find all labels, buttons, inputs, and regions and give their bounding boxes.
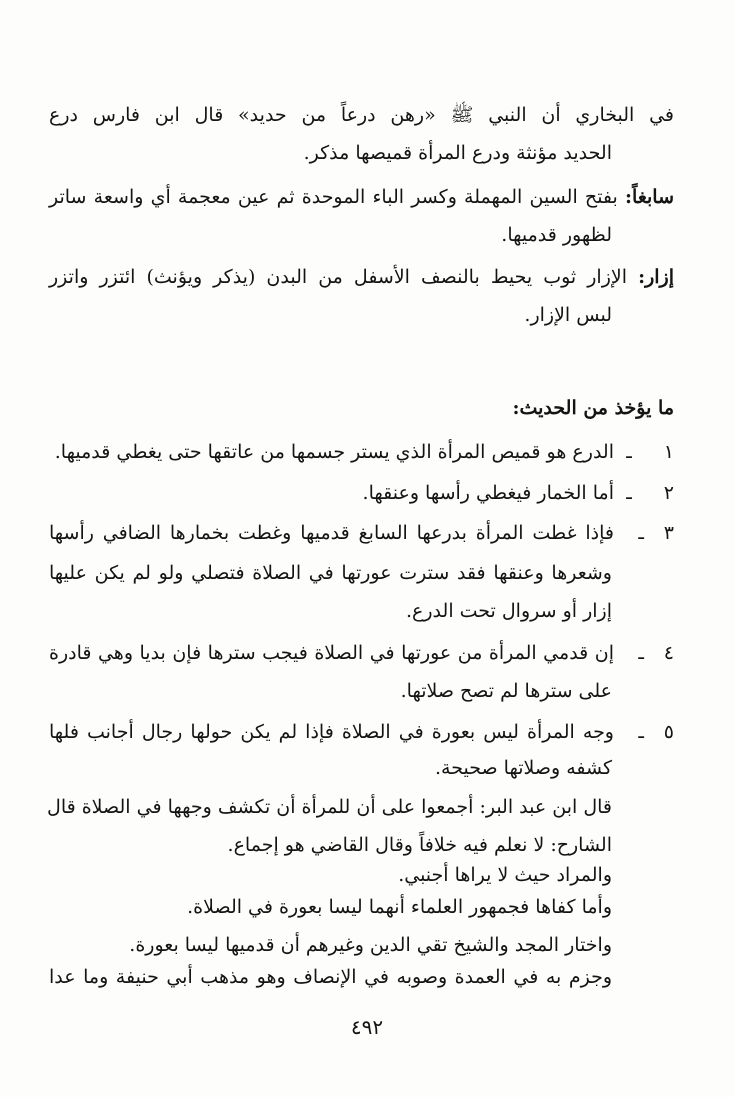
page-number: ٤٩٢ [350, 1015, 384, 1039]
text-line: الحديد مؤنثة ودرع المرأة قميصها مذكر. [303, 142, 612, 164]
term-label: سابغاً: [625, 186, 675, 208]
text-line: وأما كفاها فجمهور العلماء أنهما ليسا بعورة في الصلاة. [187, 896, 612, 918]
section-heading: ما يؤخذ من الحديث: [512, 397, 674, 419]
term-label: إزار: [638, 266, 674, 288]
text-line: لبس الإزار. [524, 304, 612, 326]
text-line: كشفه وصلاتها صحيحة. [435, 757, 612, 779]
text-line: في البخاري أن النبي ﷺ «رهن درعاً من حديد» قال ابن فارس درع [49, 104, 674, 126]
text-line: لظهور قدميها. [501, 224, 612, 246]
list-item: ٢ـأما الخمار فيغطي رأسها وعنقها. [362, 482, 674, 504]
text-line: وجزم به في العمدة وصوبه في الإنصاف وهو مذهب أبي حنيفة وما عدا [49, 966, 612, 988]
definition-line: إزار: الإزار ثوب يحيط بالنصف الأسفل من البدن (يذكر ويؤنث) ائتزر واتزر [49, 266, 674, 288]
definition-line: سابغاً: بفتح السين المهملة وكسر الباء الموحدة ثم عين معجمة أي واسعة ساتر [49, 186, 675, 208]
text-line: إزار أو سروال تحت الدرع. [406, 600, 612, 622]
list-item: ٤ـإن قدمي المرأة من عورتها في الصلاة فيجب سترها فإن بديا وهي قادرة [49, 642, 674, 664]
text-line: على سترها لم تصح صلاتها. [400, 680, 612, 702]
text-line: واختار المجد والشيخ تقي الدين وغيرهم أن قدميها ليسا بعورة. [129, 934, 612, 956]
list-item: ٣ـفإذا غطت المرأة بدرعها السابغ قدميها وغطت بخمارها الضافي رأسها [49, 522, 674, 544]
text-line: والمراد حيث لا يراها أجنبي. [398, 864, 612, 886]
list-item: ١ـالدرع هو قميص المرأة الذي يستر جسمها من عاتقها حتى يغطي قدميها. [54, 441, 674, 463]
text-line: الشارح: لا نعلم فيه خلافاً وقال القاضي هو إجماع. [227, 834, 612, 856]
text-line: وشعرها وعنقها فقد سترت عورتها في الصلاة فتصلي ولو لم يكن عليها [49, 562, 612, 584]
list-item: ٥ـوجه المرأة ليس بعورة في الصلاة فإذا لم يكن حولها رجال أجانب فلها [49, 721, 674, 743]
text-line: قال ابن عبد البر: أجمعوا على أن للمرأة أن تكشف وجهها في الصلاة قال [47, 796, 612, 818]
